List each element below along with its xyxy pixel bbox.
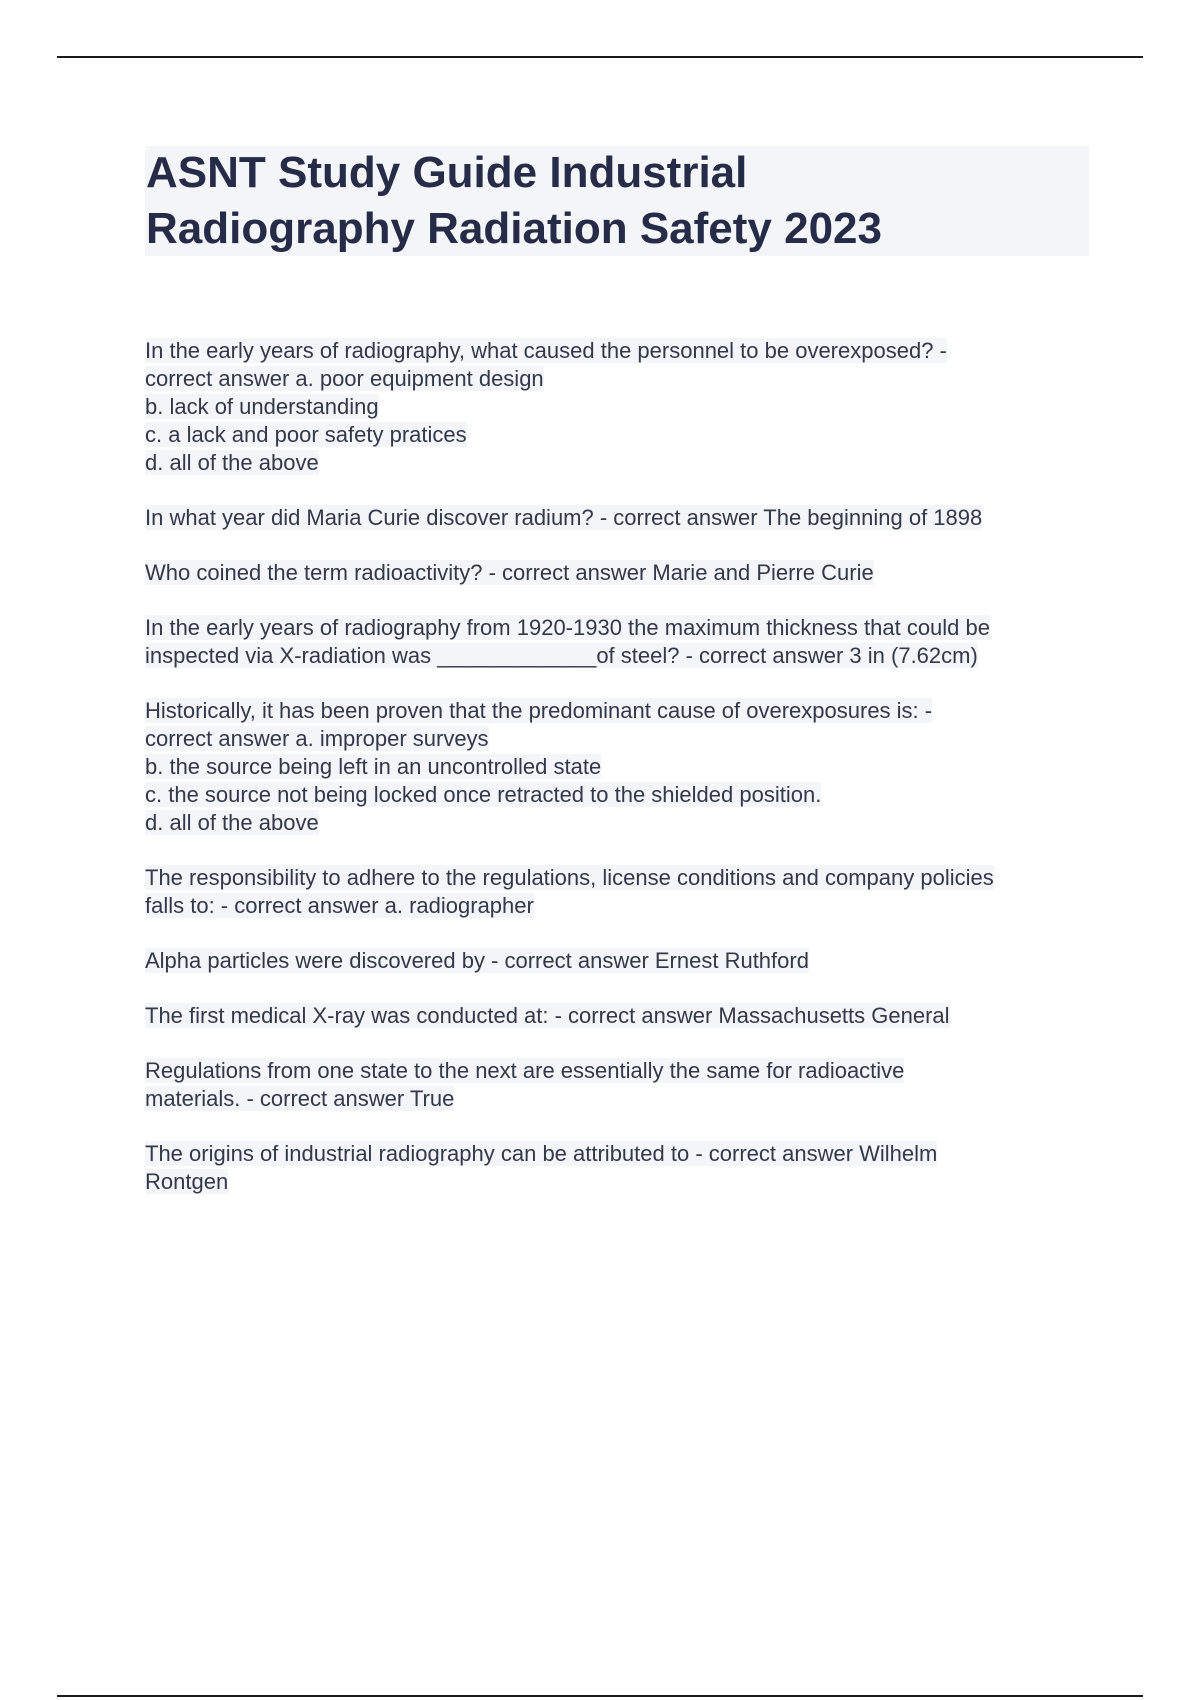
question-line-text: b. the source being left in an uncontrolled state — [145, 754, 602, 779]
question-line-text: correct answer a. improper surveys — [145, 726, 489, 751]
question-line-text: Rontgen — [145, 1169, 229, 1194]
question-line — [145, 725, 1089, 753]
question-line-text: materials. - correct answer True — [145, 1086, 455, 1111]
question-line — [145, 393, 1089, 421]
question-line — [145, 947, 1089, 975]
question-line — [145, 697, 1089, 725]
question-block — [145, 337, 1089, 477]
question-block — [145, 947, 1089, 975]
question-line — [145, 1168, 1089, 1196]
question-line-text: The responsibility to adhere to the regulations, license conditions and company policies — [145, 865, 994, 890]
question-line-text: In the early years of radiography, what caused the personnel to be overexposed? - — [145, 338, 947, 363]
question-line — [145, 421, 1089, 449]
question-line-text: b. lack of understanding — [145, 394, 379, 419]
question-line-text: Historically, it has been proven that the predominant cause of overexposures is: - — [145, 698, 933, 723]
question-line — [145, 642, 1089, 670]
question-line — [145, 504, 1089, 532]
question-line-text: In the early years of radiography from 1920-1930 the maximum thickness that could be — [145, 615, 991, 640]
question-line-text: d. all of the above — [145, 810, 319, 835]
question-block — [145, 614, 1089, 670]
question-line — [145, 781, 1089, 809]
title-line: ASNT Study Guide Industrial — [146, 148, 748, 197]
question-line-text: c. a lack and poor safety pratices — [145, 422, 467, 447]
question-line — [145, 614, 1089, 642]
question-line — [145, 1002, 1089, 1030]
question-line-text: Who coined the term radioactivity? - correct answer Marie and Pierre Curie — [145, 560, 874, 585]
question-line — [145, 559, 1089, 587]
question-line-text: In what year did Maria Curie discover radium? - correct answer The beginning of 1898 — [145, 505, 983, 530]
question-line-text: correct answer a. poor equipment design — [145, 366, 544, 391]
question-line — [145, 892, 1089, 920]
question-line-text: The first medical X-ray was conducted at: - correct answer Massachusetts General — [145, 1003, 950, 1028]
question-list — [145, 337, 1089, 1223]
question-line — [145, 449, 1089, 477]
question-block — [145, 559, 1089, 587]
question-line — [145, 809, 1089, 837]
question-line — [145, 1057, 1089, 1085]
question-line — [145, 337, 1089, 365]
question-block — [145, 504, 1089, 532]
question-line-text: falls to: - correct answer a. radiographer — [145, 893, 534, 918]
question-line-text: d. all of the above — [145, 450, 319, 475]
title-line: Radiography Radiation Safety 2023 — [146, 204, 882, 253]
question-line — [145, 1085, 1089, 1113]
question-line — [145, 1140, 1089, 1168]
question-line-text: Alpha particles were discovered by - correct answer Ernest Ruthford — [145, 948, 809, 973]
question-block — [145, 697, 1089, 837]
top-rule — [57, 56, 1143, 58]
question-line-text: inspected via X-radiation was _____________of steel? - correct answer 3 in (7.62cm) — [145, 643, 978, 668]
question-line — [145, 864, 1089, 892]
question-block — [145, 864, 1089, 920]
question-block — [145, 1057, 1089, 1113]
question-block — [145, 1002, 1089, 1030]
document-title — [146, 145, 1086, 257]
question-line-text: Regulations from one state to the next are essentially the same for radioactive — [145, 1058, 905, 1083]
question-line — [145, 365, 1089, 393]
question-line-text: The origins of industrial radiography can be attributed to - correct answer Wilhelm — [145, 1141, 938, 1166]
question-line-text: c. the source not being locked once retracted to the shielded position. — [145, 782, 822, 807]
question-line — [145, 753, 1089, 781]
bottom-rule — [57, 1695, 1143, 1697]
question-block — [145, 1140, 1089, 1196]
